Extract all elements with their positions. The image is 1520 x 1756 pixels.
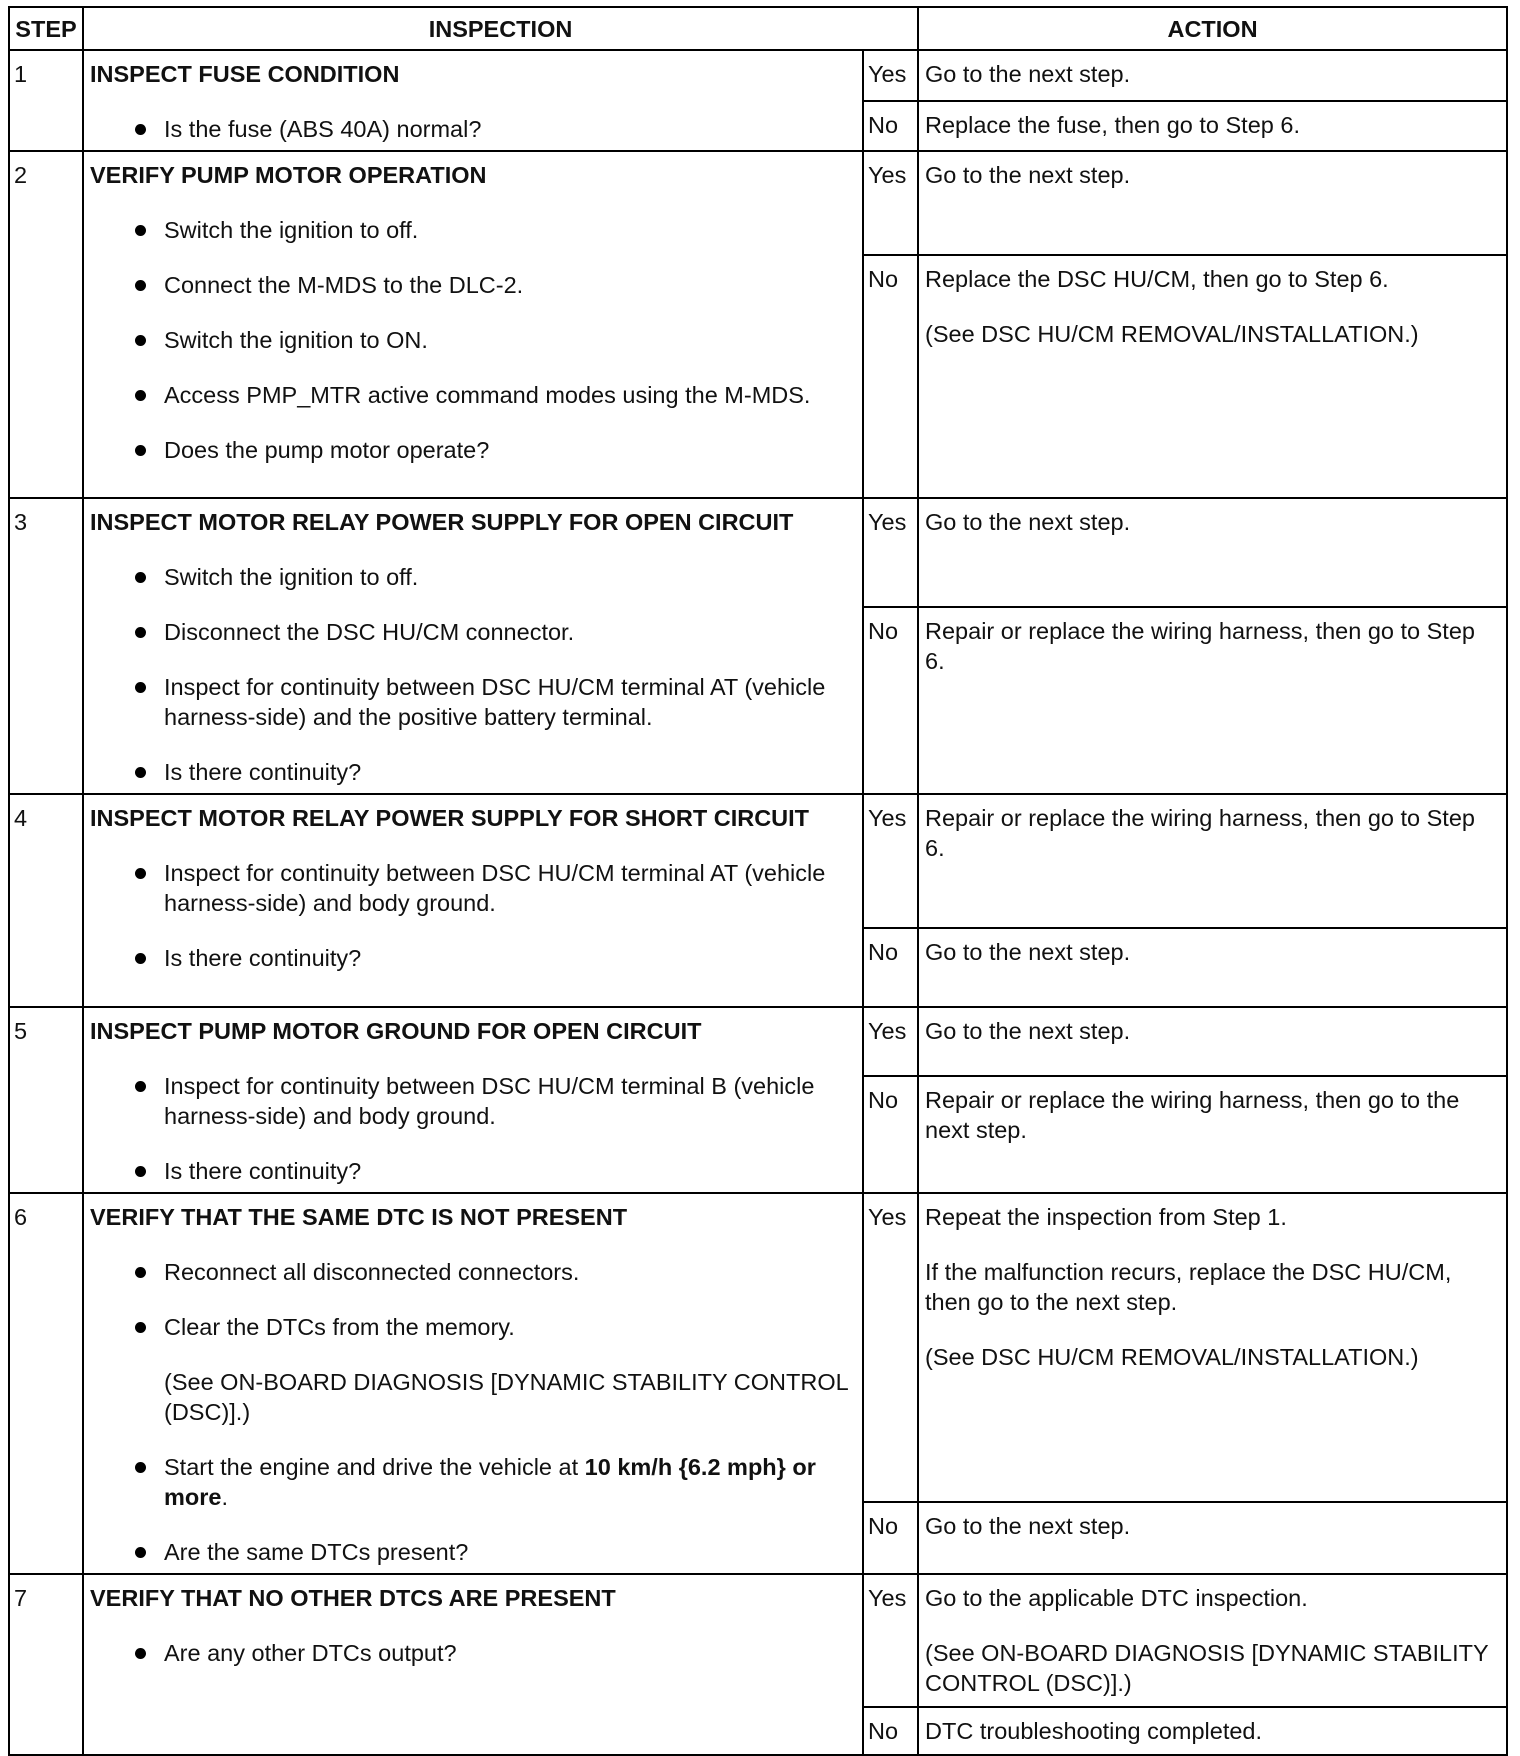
inspection-title: INSPECT MOTOR RELAY POWER SUPPLY FOR OPEN CIRCUIT [90, 509, 794, 535]
step-number: 7 [9, 1574, 83, 1755]
inspection-item: Switch the ignition to ON. [90, 325, 856, 355]
inspection-title: VERIFY PUMP MOTOR OPERATION [90, 162, 487, 188]
yes-action [918, 794, 1507, 928]
inspection-title: VERIFY THAT NO OTHER DTCS ARE PRESENT [90, 1585, 616, 1611]
inspection-item: Inspect for continuity between DSC HU/CM terminal B (vehicle harness-side) and body ground. [90, 1071, 856, 1131]
no-action [918, 101, 1507, 152]
inspection-list [90, 858, 856, 973]
yes-label: Yes [863, 794, 918, 928]
header-step: STEP [9, 7, 83, 50]
inspection-item: Inspect for continuity between DSC HU/CM terminal AT (vehicle harness-side) and body ground. [90, 858, 856, 918]
yes-action [918, 151, 1507, 255]
inspection-note: (See ON-BOARD DIAGNOSIS [DYNAMIC STABILITY CONTROL (DSC)].) [164, 1369, 848, 1425]
inspection-list [90, 562, 856, 787]
step-number: 4 [9, 794, 83, 1007]
header-row [9, 7, 1507, 50]
step-number: 1 [9, 50, 83, 151]
no-action [918, 255, 1507, 498]
inspection-cell [83, 1193, 863, 1574]
yes-action [918, 1007, 1507, 1076]
inspection-list [90, 1257, 856, 1567]
action-text: (See DSC HU/CM REMOVAL/INSTALLATION.) [925, 321, 1419, 347]
action-text: If the malfunction recurs, replace the DSC HU/CM, then go to the next step. [925, 1259, 1452, 1315]
yes-label: Yes [863, 1574, 918, 1707]
action-text: Go to the applicable DTC inspection. [925, 1585, 1308, 1611]
no-label: No [863, 1707, 918, 1755]
action-text: Go to the next step. [925, 162, 1131, 188]
no-label: No [863, 928, 918, 1007]
inspection-cell [83, 151, 863, 498]
yes-label: Yes [863, 498, 918, 607]
speed-condition: 10 km/h {6.2 mph} or more [164, 1454, 816, 1510]
yes-action [918, 1193, 1507, 1502]
inspection-title: INSPECT PUMP MOTOR GROUND FOR OPEN CIRCUIT [90, 1018, 702, 1044]
step-number: 6 [9, 1193, 83, 1574]
yes-action [918, 498, 1507, 607]
inspection-item: Is there continuity? [90, 1156, 856, 1186]
action-text: Repair or replace the wiring harness, then go to Step 6. [925, 805, 1475, 861]
inspection-list [90, 215, 856, 465]
yes-action [918, 50, 1507, 101]
inspection-item: Reconnect all disconnected connectors. [90, 1257, 856, 1287]
inspection-item: Is there continuity? [90, 943, 856, 973]
action-text: (See DSC HU/CM REMOVAL/INSTALLATION.) [925, 1344, 1419, 1370]
inspection-title: INSPECT MOTOR RELAY POWER SUPPLY FOR SHORT CIRCUIT [90, 805, 810, 831]
drive-text-end: . [221, 1484, 228, 1510]
yes-label: Yes [863, 151, 918, 255]
inspection-item: Switch the ignition to off. [90, 215, 856, 245]
step-row [9, 1007, 1507, 1076]
no-label: No [863, 1076, 918, 1193]
no-action [918, 1707, 1507, 1755]
action-text: Replace the DSC HU/CM, then go to Step 6. [925, 266, 1389, 292]
inspection-item [90, 1312, 856, 1427]
inspection-title: INSPECT FUSE CONDITION [90, 61, 400, 87]
step-row [9, 1574, 1507, 1707]
inspection-item: Does the pump motor operate? [90, 435, 856, 465]
step-number: 3 [9, 498, 83, 794]
troubleshooting-table-wrapper [8, 6, 1506, 1744]
yes-action [918, 1574, 1507, 1707]
inspection-title: VERIFY THAT THE SAME DTC IS NOT PRESENT [90, 1204, 628, 1230]
troubleshooting-table [8, 6, 1508, 1756]
action-text: (See ON-BOARD DIAGNOSIS [DYNAMIC STABILITY CONTROL (DSC)].) [925, 1640, 1489, 1696]
inspection-cell [83, 498, 863, 794]
inspection-item-text: Clear the DTCs from the memory. [164, 1314, 515, 1340]
action-text: Go to the next step. [925, 61, 1131, 87]
inspection-item: Disconnect the DSC HU/CM connector. [90, 617, 856, 647]
action-text: Go to the next step. [925, 1018, 1131, 1044]
step-row [9, 151, 1507, 255]
step-row [9, 50, 1507, 101]
step-row [9, 1193, 1507, 1502]
step-row [9, 498, 1507, 607]
inspection-item: Are the same DTCs present? [90, 1537, 856, 1567]
inspection-list [90, 1071, 856, 1186]
step-number: 2 [9, 151, 83, 498]
step-row [9, 794, 1507, 928]
action-text: Repeat the inspection from Step 1. [925, 1204, 1287, 1230]
yes-label: Yes [863, 1193, 918, 1502]
action-text: DTC troubleshooting completed. [925, 1718, 1263, 1744]
inspection-item: Is the fuse (ABS 40A) normal? [90, 114, 856, 144]
inspection-item: Switch the ignition to off. [90, 562, 856, 592]
action-text: Repair or replace the wiring harness, then go to the next step. [925, 1087, 1460, 1144]
no-action [918, 1076, 1507, 1193]
action-text: Repair or replace the wiring harness, then go to Step 6. [925, 618, 1475, 675]
header-inspection: INSPECTION [83, 7, 918, 50]
inspection-cell [83, 794, 863, 1007]
inspection-cell [83, 1007, 863, 1193]
inspection-list [90, 114, 856, 144]
no-label: No [863, 101, 918, 152]
inspection-item: Inspect for continuity between DSC HU/CM terminal AT (vehicle harness-side) and the positive battery terminal. [90, 672, 856, 732]
no-label: No [863, 607, 918, 794]
action-text: Replace the fuse, then go to Step 6. [925, 111, 1300, 138]
inspection-item: Is there continuity? [90, 757, 856, 787]
inspection-list [90, 1638, 856, 1668]
action-text: Go to the next step. [925, 509, 1131, 535]
no-label: No [863, 1502, 918, 1574]
header-action: ACTION [918, 7, 1507, 50]
no-action [918, 607, 1507, 794]
inspection-cell [83, 50, 863, 151]
inspection-item [90, 1452, 856, 1512]
inspection-item: Are any other DTCs output? [90, 1638, 856, 1668]
step-number: 5 [9, 1007, 83, 1193]
action-text: Go to the next step. [925, 939, 1131, 965]
no-action [918, 928, 1507, 1007]
action-text: Go to the next step. [925, 1513, 1131, 1540]
drive-text: Start the engine and drive the vehicle at [164, 1454, 585, 1480]
inspection-item: Connect the M-MDS to the DLC-2. [90, 270, 856, 300]
no-label: No [863, 255, 918, 498]
yes-label: Yes [863, 1007, 918, 1076]
no-action [918, 1502, 1507, 1574]
inspection-item: Access PMP_MTR active command modes using the M-MDS. [90, 380, 856, 410]
inspection-cell [83, 1574, 863, 1755]
yes-label: Yes [863, 50, 918, 101]
